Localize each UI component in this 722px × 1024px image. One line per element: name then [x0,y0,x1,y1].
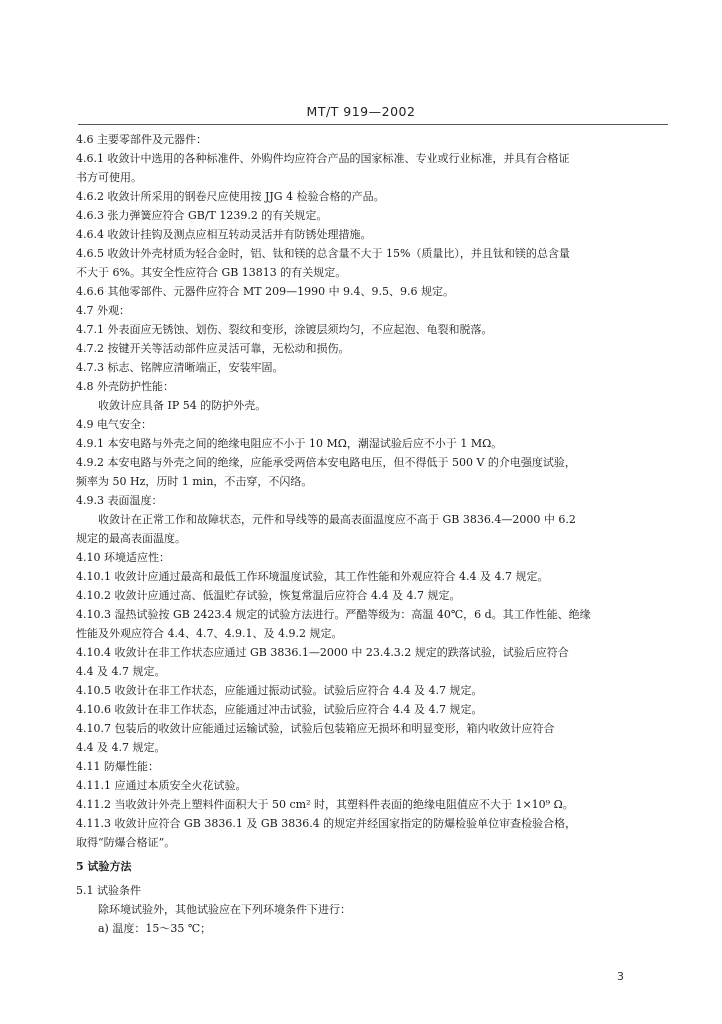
text-line: 书方可使用。 [76,171,142,184]
text-line: 4.6.3 张力弹簧应符合 GB/T 1239.2 的有关规定。 [76,209,328,222]
text-line: 4.7.1 外表面应无锈蚀、划伤、裂纹和变形，涂镀层须均匀，不应起泡、龟裂和脱落。 [76,323,493,336]
text-line: 不大于 6%。其安全性应符合 GB 13813 的有关规定。 [76,266,347,279]
text-line: 4.9.3 表面温度： [76,494,163,507]
document-body [76,130,672,938]
text-line: 4.10 环境适应性： [76,551,170,564]
text-line: 4.11.1 应通过本质安全火花试验。 [76,779,247,792]
text-line: 4.9 电气安全： [76,418,152,431]
text-line: 4.10.2 收敛计应通过高、低温贮存试验，恢复常温后应符合 4.4 及 4.7 规定。 [76,589,461,602]
text-line: 5.1 试验条件 [76,884,141,897]
text-line: 收敛计应具备 IP 54 的防护外壳。 [98,399,267,412]
text-line: 4.6.4 收敛计挂钩及测点应相互转动灵活并有防锈处理措施。 [76,228,372,241]
page-number: 3 [617,970,624,983]
text-line: 4.6.1 收敛计中选用的各种标准件、外购件均应符合产品的国家标准、专业或行业标准，并具有合格证 [76,152,570,165]
text-line: 4.6.2 收敛计所采用的钢卷尺应使用按 JJG 4 检验合格的产品。 [76,190,385,203]
text-line: 4.9.2 本安电路与外壳之间的绝缘，应能承受两倍本安电路电压，但不得低于 500 V 的介电强度试验， [76,456,576,469]
text-line: 性能及外观应符合 4.4、4.7、4.9.1、及 4.9.2 规定。 [76,627,343,640]
text-line: 4.10.3 湿热试验按 GB 2423.4 规定的试验方法进行。严酷等级为：高温 40℃，6 d。其工作性能、绝缘 [76,608,591,621]
text-line: 4.10.6 收敛计在非工作状态，应能通过冲击试验，试验后应符合 4.4 及 4.7 规定。 [76,703,483,716]
text-line: 规定的最高表面温度。 [76,532,186,545]
text-line: 除环境试验外，其他试验应在下列环境条件下进行： [98,903,351,916]
text-line: a) 温度：15～35 ℃； [98,922,212,935]
text-line: 4.11 防爆性能： [76,760,159,773]
text-line: 4.9.1 本安电路与外壳之间的绝缘电阻应不小于 10 MΩ，潮湿试验后应不小于 1 MΩ。 [76,437,503,450]
header-rule [78,124,668,125]
text-line: 4.4 及 4.7 规定。 [76,741,166,754]
text-line: 4.6.5 收敛计外壳材质为轻合金时，铝、钛和镁的总含量不大于 15%（质量比），并且钛和镁的总含量 [76,247,570,260]
document-code-header: MT/T 919—2002 [306,104,416,119]
text-line: 4.7.2 按键开关等活动部件应灵活可靠，无松动和损伤。 [76,342,350,355]
text-line: 4.10.1 收敛计应通过最高和最低工作环境温度试验，其工作性能和外观应符合 4.4 及 4.7 规定。 [76,570,549,583]
section-heading: 5 试验方法 [76,860,132,873]
text-line: 4.7.3 标志、铭牌应清晰端正，安装牢固。 [76,361,284,374]
text-line: 收敛计在正常工作和故障状态，元件和导线等的最高表面温度应不高于 GB 3836.4—2000 中 6.2 [98,513,576,526]
text-line: 取得“防爆合格证”。 [76,836,176,849]
text-line: 4.10.4 收敛计在非工作状态应通过 GB 3836.1—2000 中 23.4.3.2 规定的跌落试验，试验后应符合 [76,646,569,659]
text-line: 4.10.7 包装后的收敛计应能通过运输试验，试验后包装箱应无损坏和明显变形，箱内收敛计应符合 [76,722,555,735]
text-line: 频率为 50 Hz，历时 1 min，不击穿，不闪络。 [76,475,313,488]
text-line: 4.8 外壳防护性能： [76,380,174,393]
text-line: 4.10.5 收敛计在非工作状态，应能通过振动试验。试验后应符合 4.4 及 4.7 规定。 [76,684,483,697]
text-line: 4.11.3 收敛计应符合 GB 3836.1 及 GB 3836.4 的规定并经国家指定的防爆检验单位审查检验合格， [76,817,577,830]
text-line: 4.4 及 4.7 规定。 [76,665,166,678]
text-line: 4.6.6 其他零部件、元器件应符合 MT 209—1990 中 9.4、9.5、9.6 规定。 [76,285,455,298]
text-line: 4.6 主要零部件及元器件： [76,133,207,146]
text-line: 4.11.2 当收敛计外壳上塑料件面积大于 50 cm² 时，其塑料件表面的绝缘电阻值应不大于 1×10⁹ Ω。 [76,798,574,811]
text-line: 4.7 外观： [76,304,130,317]
